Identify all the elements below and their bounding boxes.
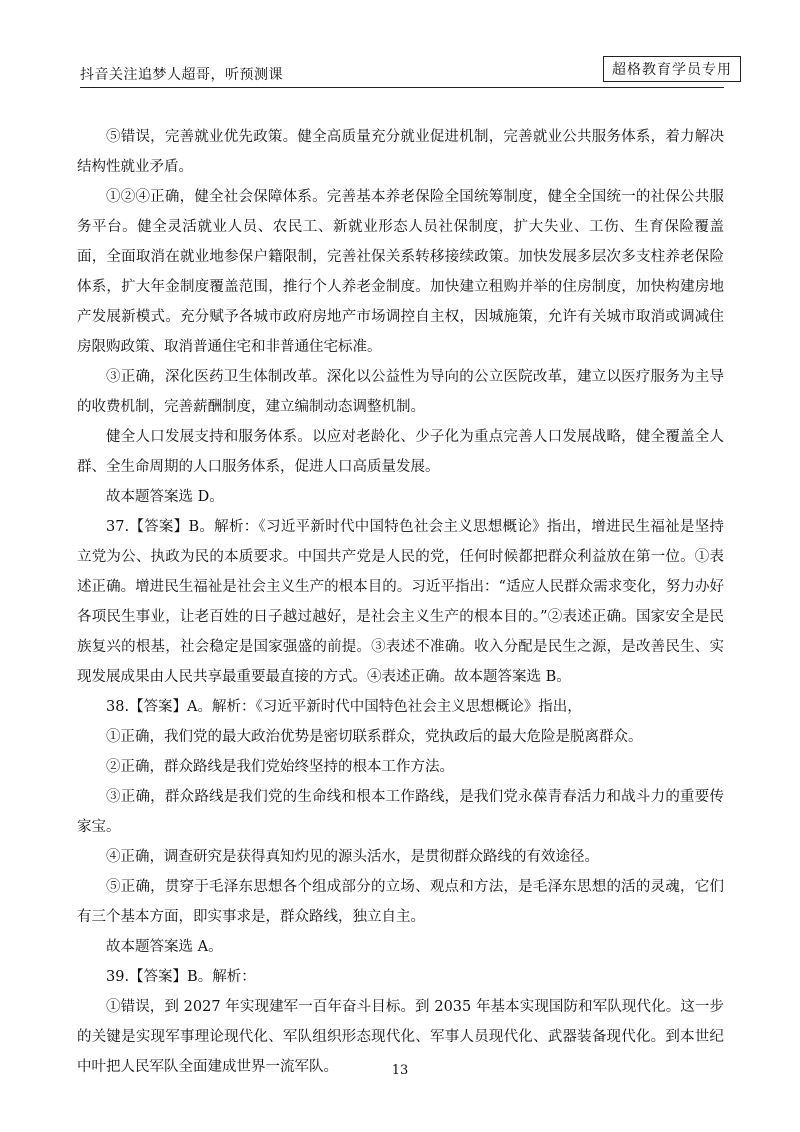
paragraph: ④正确，调查研究是获得真知灼见的源头活水，是贯彻群众路线的有效途径。 <box>106 849 599 865</box>
paragraph: 故本题答案选 D。 <box>106 489 224 505</box>
paragraph: ③正确，深化医药卫生体制改革。深化以公益性为导向的公立医院改革，建立以医疗服务为主导的收费机制，完善薪酬制度，建立编制动态调整机制。 <box>77 369 724 415</box>
paragraph: ①错误，到 2027 年实现建军一百年奋斗目标。到 2035 年基本实现国防和军队现代化。这一步的关键是实现军事理论现代化、军队组织形态现代化、军事人员现代化、武器装备现代化。到本世纪中叶把人民军队全面建成世界一流军队。 <box>77 999 724 1075</box>
paragraph: ②正确，群众路线是我们党始终坚持的根本工作方法。 <box>106 759 454 775</box>
paragraph: 健全人口发展支持和服务体系。以应对老龄化、少子化为重点完善人口发展战略，健全覆盖全人群、全生命周期的人口服务体系，促进人口高质量发展。 <box>77 429 724 475</box>
paragraph: 39.【答案】B。解析： <box>106 969 256 985</box>
header-promo-text: 抖音关注追梦人超哥，听预测课 <box>80 67 283 83</box>
paragraph: ⑤错误，完善就业优先政策。健全高质量充分就业促进机制，完善就业公共服务体系，着力解决结构性就业矛盾。 <box>77 129 724 175</box>
paragraph: 37.【答案】B。解析：《习近平新时代中国特色社会主义思想概论》指出，增进民生福祉是坚持立党为公、执政为民的本质要求。中国共产党是人民的党，任何时候都把群众利益放在第一位。①表述正确。增进民生福祉是社会主义生产的根本目的。习近平指出：“适应人民群众需求变化，努力办好各项民生事业，让老百姓的日子越过越好，是社会主义生产的根本目的。”②表述正确。国家安全是民族复兴的根基，社会稳定是国家强盛的前提。③表述不准确。收入分配是民生之源，是改善民生、实现发展成果由人民共享最重要最直接的方式。④表述正确。故本题答案选 B。 <box>77 519 724 685</box>
paragraph: ①正确，我们党的最大政治优势是密切联系群众，党执政后的最大危险是脱离群众。 <box>106 729 643 745</box>
paragraph: ①②④正确，健全社会保障体系。完善基本养老保险全国统筹制度，健全全国统一的社保公共服务平台。健全灵活就业人员、农民工、新就业形态人员社保制度，扩大失业、工伤、生育保险覆盖面，全面取消在就业地参保户籍限制，完善社保关系转移接续政策。加快发展多层次多支柱养老保险体系，扩大年金制度覆盖范围，推行个人养老金制度。加快建立租购并举的住房制度，加快构建房地产发展新模式。充分赋予各城市政府房地产市场调控自主权，因城施策，允许有关城市取消或调减住房限购政策、取消普通住宅和非普通住宅标准。 <box>77 189 724 355</box>
paragraph: 故本题答案选 A。 <box>106 939 223 955</box>
header-student-only-badge: 超格教育学员专用 <box>603 56 741 82</box>
paragraph: 38.【答案】A。解析：《习近平新时代中国特色社会主义思想概论》指出， <box>106 699 582 715</box>
paragraph: ③正确，群众路线是我们党的生命线和根本工作路线，是我们党永葆青春活力和战斗力的重要传家宝。 <box>77 789 724 835</box>
header-divider <box>80 87 724 88</box>
document-body <box>77 122 724 1082</box>
paragraph: ⑤正确，贯穿于毛泽东思想各个组成部分的立场、观点和方法，是毛泽东思想的活的灵魂，它们有三个基本方面，即实事求是，群众路线，独立自主。 <box>77 879 724 925</box>
page-number: 13 <box>391 1063 409 1078</box>
